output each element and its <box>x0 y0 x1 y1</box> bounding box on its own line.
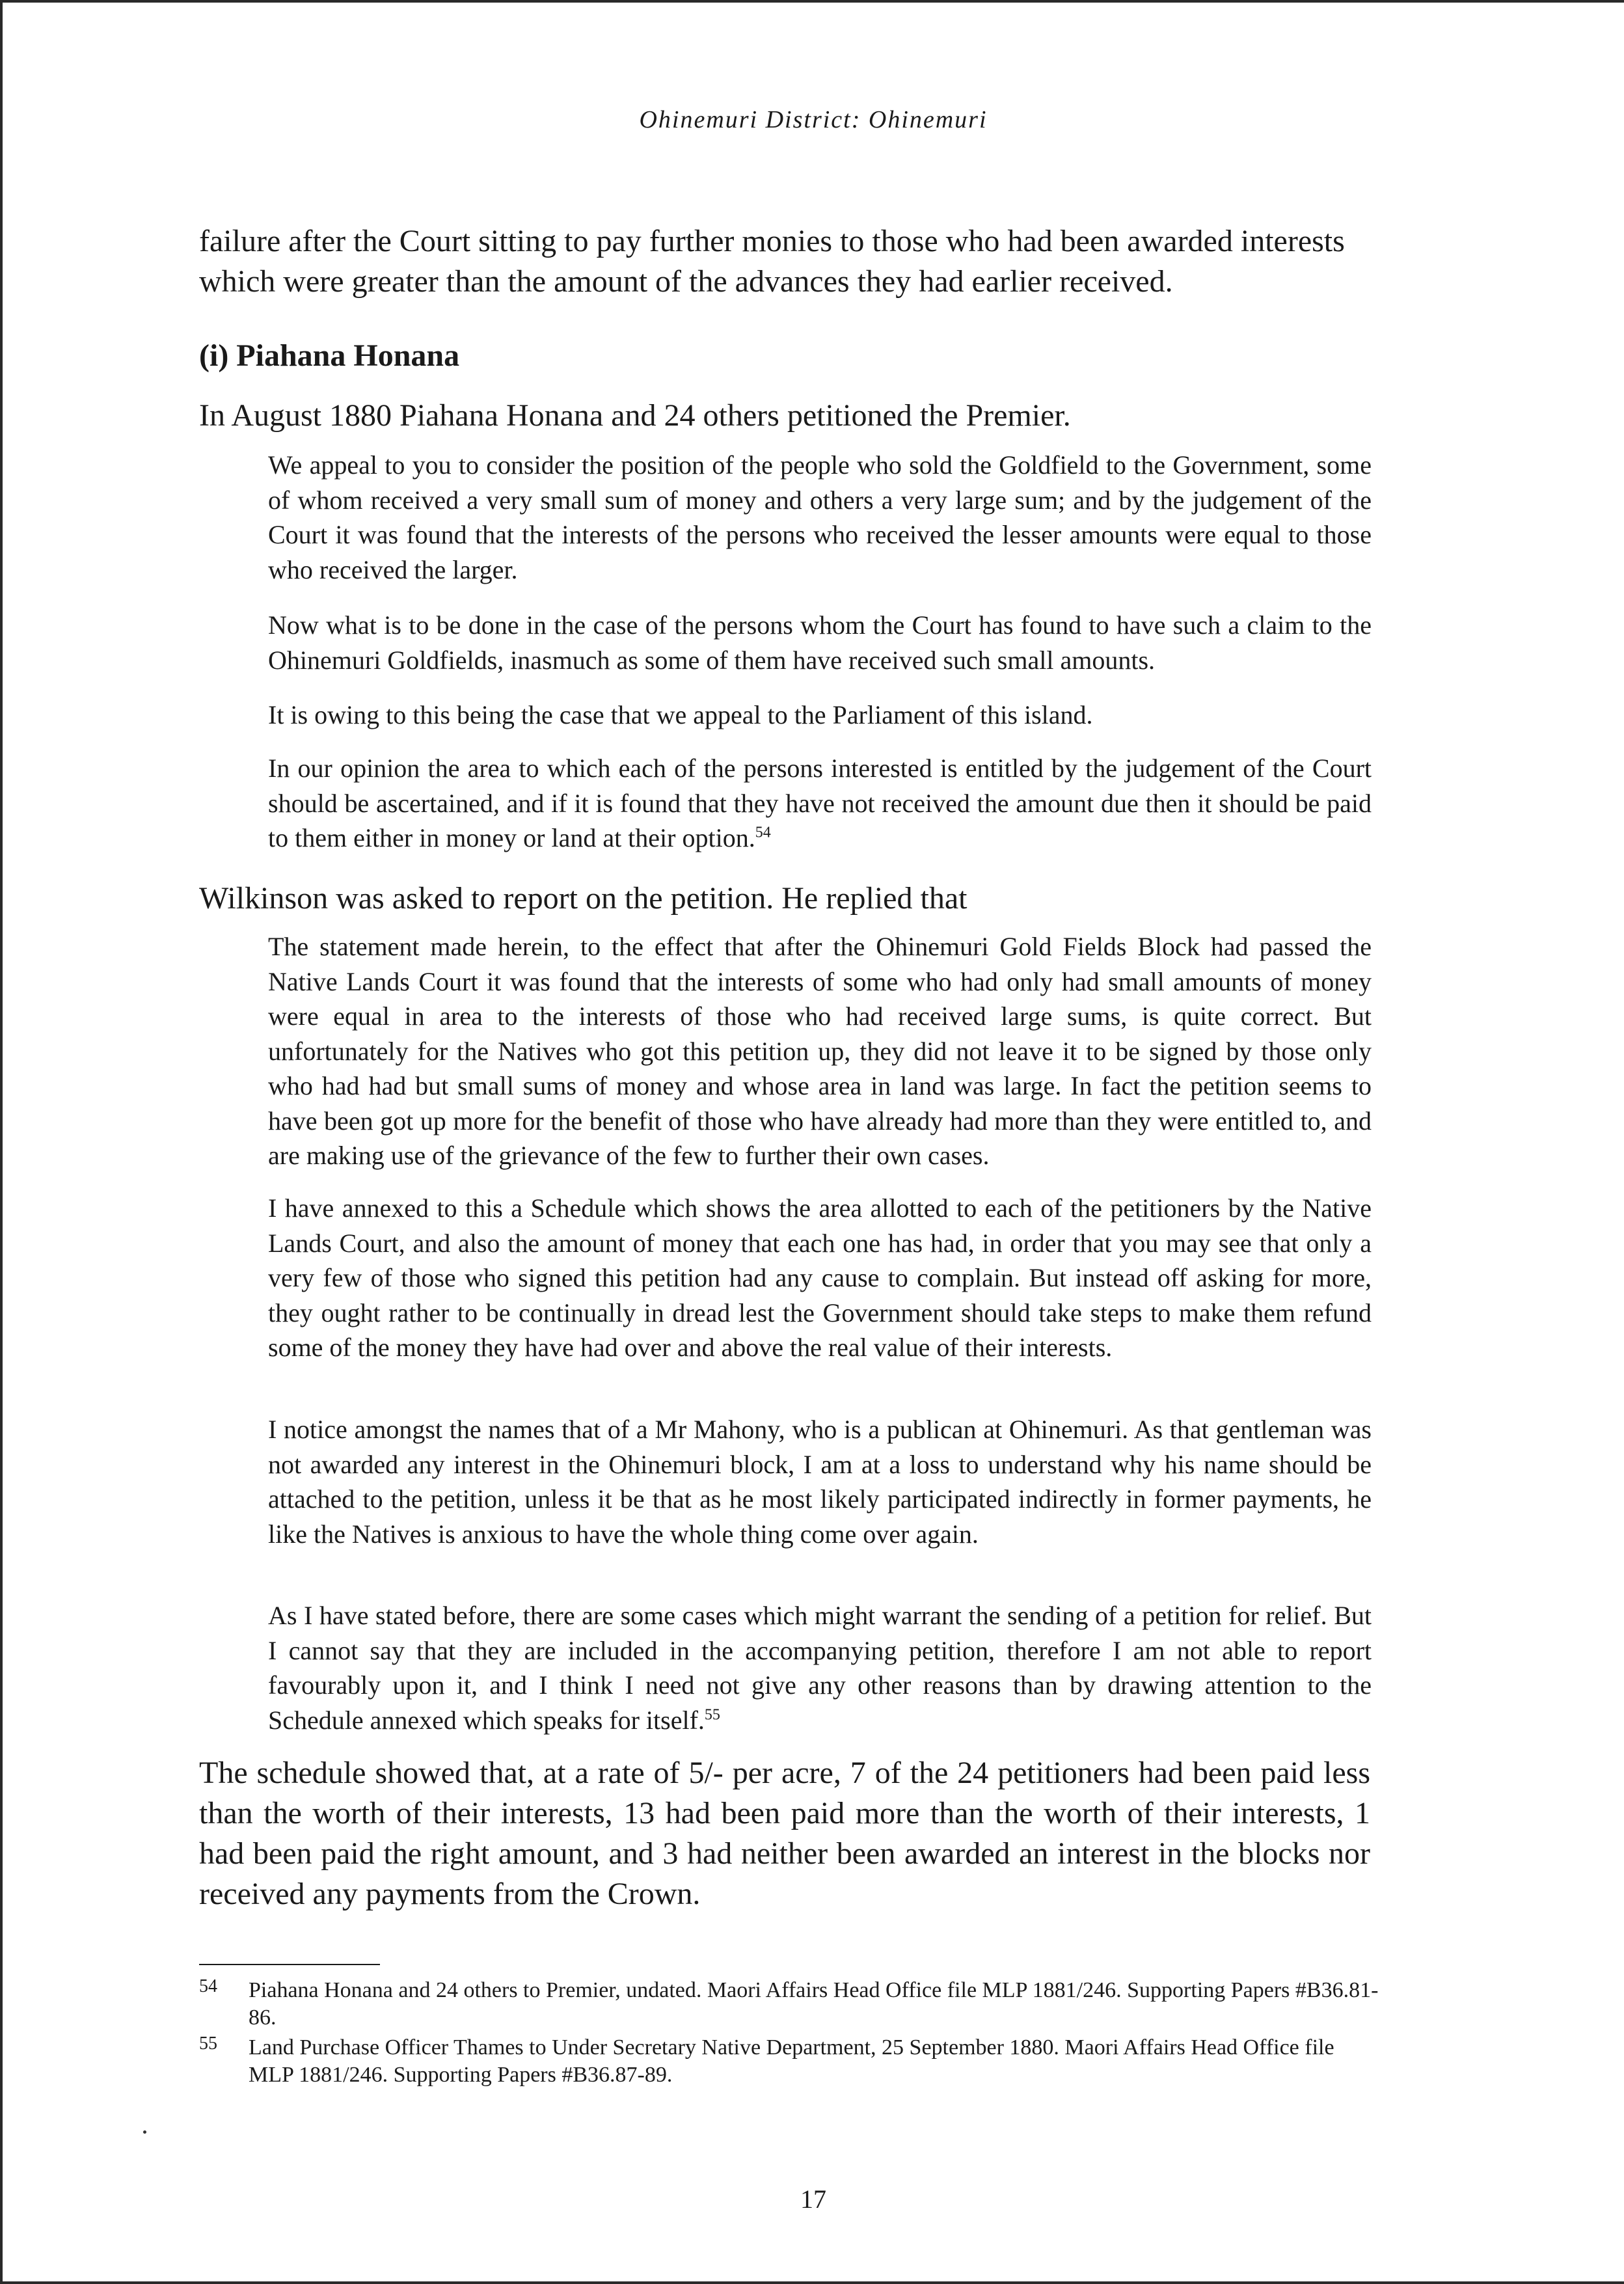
page-number: 17 <box>800 2184 826 2214</box>
footnote-text: Land Purchase Officer Thames to Under Secretary Native Department, 25 September 1880. Maori Affairs Head Office file MLP 1881/246. Supporting Papers #B36.87-89. <box>249 2035 1334 2087</box>
running-header: Ohinemuri District: Ohinemuri <box>639 106 988 133</box>
footnote-ref-55[interactable]: 55 <box>704 1706 720 1724</box>
footnote <box>199 2034 1383 2089</box>
petition-quote-paragraph: It is owing to this being the case that we appeal to the Parliament of this island. <box>268 700 1093 729</box>
report-quote-paragraph <box>268 1598 1372 1737</box>
report-quote-paragraph: The statement made herein, to the effect that after the Ohinemuri Gold Fields Block had passed the Native Lands Court it was found that the interests of some who had only had small amounts of money were equal in area to the interests of those who had received large sums, is quite correct. But unfortunately for the Natives who got this petition up, they did not leave it to be signed by those only who had had but small sums of money and whose area in land was large. In fact the petition seems to have been got up more for the benefit of those who have already had more than they were entitled to, and are making use of the grievance of the few to further their own cases. <box>268 932 1372 1170</box>
footnote-divider <box>199 1964 380 1965</box>
petition-quote-paragraph: We appeal to you to consider the position of the people who sold the Goldfield to the Government, some of whom received a very small sum of money and others a very large sum; and by the judgement of the Court it was found that the interests of the persons who received the lesser amounts were equal to those who received the larger. <box>268 450 1372 584</box>
summary-paragraph: The schedule showed that, at a rate of 5/- per acre, 7 of the 24 petitioners had been paid less than the worth of their interests, 13 had been paid more than the worth of their interests, 1 had been paid the right amount, and 3 had neither been awarded an interest in the blocks nor received any payments from the Crown. <box>199 1756 1370 1911</box>
lead-paragraph-petition: In August 1880 Piahana Honana and 24 others petitioned the Premier. <box>199 398 1071 433</box>
footnote-ref-54[interactable]: 54 <box>755 824 771 841</box>
petition-quote-paragraph: Now what is to be done in the case of the persons whom the Court has found to have such a claim to the Ohinemuri Goldfields, inasmuch as some of them have received such small amounts. <box>268 610 1372 675</box>
footnote-number: 55 <box>199 2033 217 2054</box>
footnote-text: Piahana Honana and 24 others to Premier, undated. Maori Affairs Head Office file MLP 1881/246. Supporting Papers #B36.81-86. <box>249 1978 1379 2030</box>
petition-quote-paragraph <box>268 751 1372 856</box>
petition-quote-text: In our opinion the area to which each of the persons interested is entitled by the judgement of the Court should be ascertained, and if it is found that they have not received the amount due then it should be paid to them either in money or land at their option. <box>268 754 1372 852</box>
lead-paragraph-report: Wilkinson was asked to report on the petition. He replied that <box>199 881 968 916</box>
report-quote-paragraph: I notice amongst the names that of a Mr Mahony, who is a publican at Ohinemuri. As that gentleman was not awarded any interest in the Ohinemuri block, I am at a loss to understand why his name should be attached to the petition, unless it be that as he most likely participated indirectly in former payments, he like the Natives is anxious to have the whole thing come over again. <box>268 1415 1372 1549</box>
section-heading: (i) Piahana Honana <box>199 338 460 373</box>
scan-speck <box>143 2130 146 2134</box>
footnote <box>199 1977 1383 2032</box>
intro-paragraph: failure after the Court sitting to pay further monies to those who had been awarded interests which were greater than the amount of the advances they had earlier received. <box>199 224 1345 299</box>
report-quote-text: As I have stated before, there are some cases which might warrant the sending of a petition for relief. But I cannot say that they are included in the accompanying petition, therefore I am not able to report favourably upon it, and I think I need not give any other reasons than by drawing attention to the Schedule annexed which speaks for itself. <box>268 1601 1372 1735</box>
footnote-number: 54 <box>199 1976 217 1996</box>
report-quote-paragraph: I have annexed to this a Schedule which shows the area allotted to each of the petitioners by the Native Lands Court, and also the amount of money that each one has had, in order that you may see that only a very few of those who signed this petition had any cause to complain. But instead off asking for more, they ought rather to be continually in dread lest the Government should take steps to make them refund some of the money they have had over and above the real value of their interests. <box>268 1193 1372 1362</box>
